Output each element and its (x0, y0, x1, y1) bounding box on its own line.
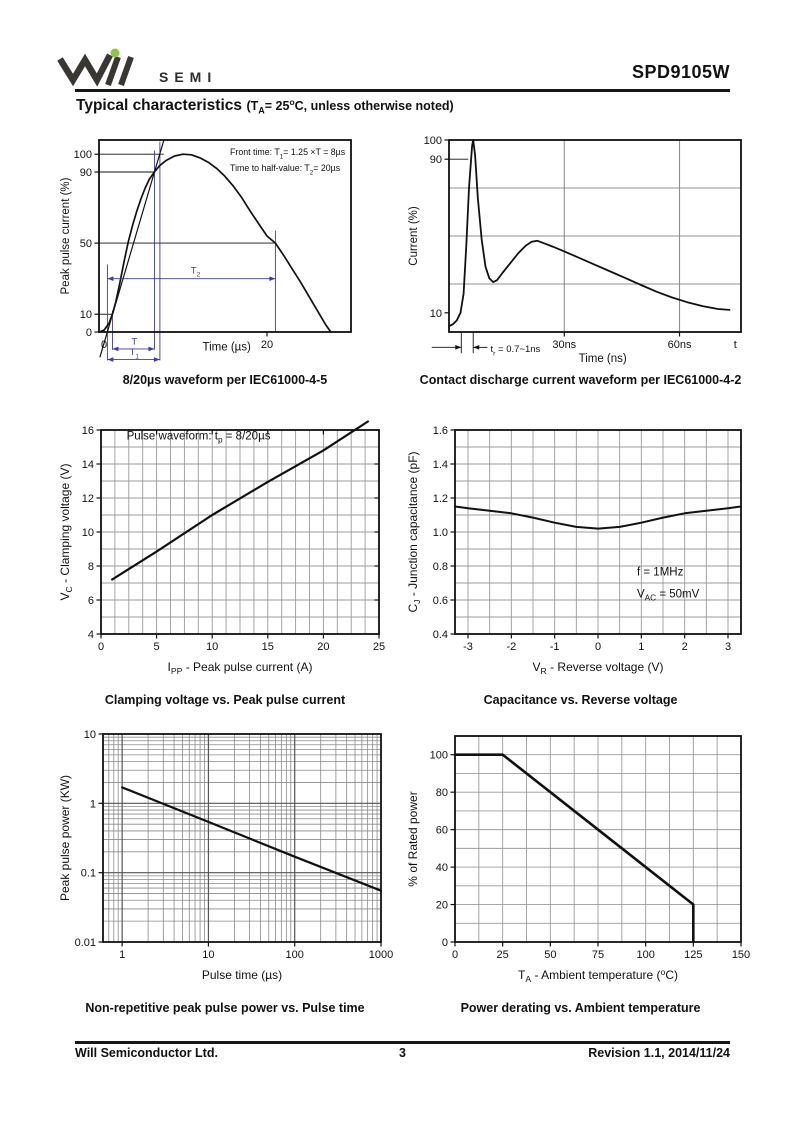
svg-text:100: 100 (636, 949, 655, 961)
svg-text:TA - Ambient temperature (oC): $T_A$ - Ambient temperature ($^o$C) (518, 967, 678, 985)
chart-caption: Non-repetitive peak pulse power vs. Pulse time (85, 1001, 365, 1015)
brand-name: SEMI (159, 69, 218, 85)
chart-caption: Clamping voltage vs. Peak pulse current (104, 693, 346, 707)
brand-logo (57, 46, 217, 88)
svg-text:1: 1 (119, 949, 126, 961)
svg-text:1.4: 1.4 (432, 459, 448, 471)
svg-text:25: 25 (496, 949, 509, 961)
svg-text:16: 16 (81, 425, 94, 437)
title-conditions: ($T_A= 25^oC$, unless otherwise noted) (246, 97, 454, 116)
svg-text:CJ - Junction capacitance (pF): $C_J$ - Junction capacitance (pF) (406, 451, 423, 613)
svg-text:12: 12 (81, 493, 94, 505)
figure-surge-waveform (55, 130, 395, 387)
svg-text:Front time: T1= 1.25 ×T = 8µs: Front time: $T_1= 1.25 \times T = 8\mu s$ (230, 147, 346, 161)
title-main: Typical characteristics (76, 97, 242, 115)
svg-text:50: 50 (544, 949, 557, 961)
svg-text:20: 20 (317, 641, 330, 653)
svg-text:10: 10 (429, 307, 442, 320)
svg-text:10: 10 (83, 729, 96, 741)
svg-text:100: 100 (73, 149, 92, 162)
svg-text:0.8: 0.8 (432, 561, 448, 573)
svg-text:1: 1 (89, 798, 96, 811)
svg-text:5: 5 (153, 641, 160, 653)
svg-text:tr = 0.7~1ns: $t_r$ = 0.7~1ns (490, 344, 541, 358)
svg-text:VAC = 50mV: $V_{AC} = 50mV$ (637, 588, 700, 603)
svg-text:VR - Reverse voltage (V): $V_R$ - Reverse voltage (V) (532, 660, 664, 677)
svg-text:f = 1MHz: f = 1MHz (637, 566, 684, 579)
svg-text:25: 25 (372, 641, 386, 653)
svg-text:0: 0 (451, 949, 459, 961)
footer-revision: Revision 1.1, 2014/11/24 (588, 1046, 730, 1060)
clamping-voltage-chart (55, 418, 395, 690)
svg-text:10: 10 (81, 527, 94, 539)
svg-text:20: 20 (260, 339, 274, 351)
header-rule (75, 89, 730, 92)
esd-waveform-chart (403, 130, 758, 370)
page-title (76, 97, 454, 116)
svg-text:40: 40 (435, 862, 448, 875)
svg-text:t: t (733, 339, 737, 351)
svg-text:90: 90 (429, 154, 442, 167)
svg-text:60ns: 60ns (667, 339, 692, 351)
svg-text:0: 0 (441, 937, 448, 949)
chart-caption: Contact discharge current waveform per IEC61000-4-2 (419, 373, 742, 387)
power-derating-chart (403, 722, 758, 998)
capacitance-chart (403, 418, 758, 690)
svg-text:8: 8 (87, 561, 94, 573)
svg-text:1.6: 1.6 (432, 425, 448, 437)
svg-text:-2: -2 (506, 641, 517, 653)
svg-text:Time (ns): Time (ns) (578, 352, 627, 365)
svg-text:30ns: 30ns (552, 339, 577, 351)
svg-text:Time (µs): Time (µs) (202, 341, 251, 354)
svg-text:10: 10 (202, 949, 215, 961)
surge-waveform-chart (55, 130, 395, 370)
svg-text:60: 60 (435, 824, 448, 837)
svg-text:100: 100 (429, 749, 448, 762)
page-number: 3 (399, 1046, 406, 1060)
svg-text:75: 75 (591, 949, 605, 961)
svg-text:T1: $T_1$ (129, 347, 140, 361)
svg-text:Pulse time (µs): Pulse time (µs) (201, 968, 283, 982)
figure-pulse-power (55, 722, 395, 1015)
svg-text:0.4: 0.4 (432, 629, 448, 641)
svg-text:0.01: 0.01 (74, 937, 96, 949)
svg-text:1000: 1000 (368, 949, 394, 961)
brand-logo-mark (57, 46, 145, 88)
svg-text:0.6: 0.6 (432, 595, 448, 607)
svg-text:Current (%): Current (%) (408, 206, 420, 266)
chart-caption: 8/20µs waveform per IEC61000-4-5 (122, 373, 328, 387)
footer-company: Will Semiconductor Ltd. (75, 1046, 218, 1060)
chart-caption: Capacitance vs. Reverse voltage (483, 693, 678, 707)
svg-text:Peak pulse power (KW): Peak pulse power (KW) (58, 774, 72, 902)
svg-text:90: 90 (79, 167, 92, 179)
svg-text:Peak pulse current (%): Peak pulse current (%) (60, 177, 72, 295)
svg-text:% of Rated power: % of Rated power (406, 791, 420, 887)
footer (75, 1046, 730, 1060)
svg-text:0: 0 (85, 327, 92, 339)
svg-text:20: 20 (435, 899, 448, 912)
svg-text:-3: -3 (463, 641, 473, 653)
svg-text:1.2: 1.2 (432, 493, 448, 505)
svg-text:10: 10 (206, 641, 219, 653)
pulse-power-chart (55, 722, 395, 998)
svg-text:1: 1 (638, 641, 645, 653)
svg-text:-1: -1 (549, 641, 560, 653)
svg-text:150: 150 (731, 949, 751, 961)
svg-text:VC - Clamping voltage (V): $V_C$ - Clamping voltage (V) (58, 463, 75, 601)
svg-text:14: 14 (81, 459, 94, 471)
svg-text:IPP - Peak pulse current (A): $I_{PP}$ - Peak pulse current (A) (167, 660, 313, 677)
svg-text:100: 100 (423, 135, 442, 147)
footer-rule (75, 1041, 730, 1044)
svg-text:0: 0 (100, 339, 108, 351)
svg-text:0: 0 (97, 641, 105, 653)
svg-text:0.1: 0.1 (80, 867, 96, 880)
svg-text:T2: $T_2$ (190, 265, 201, 279)
svg-text:Time to half-value: T2= 20µs: Time to half-value: $T_2= 20\mu s$ (230, 163, 341, 177)
svg-text:15: 15 (261, 641, 274, 653)
figure-power-derating (403, 722, 758, 1015)
figure-capacitance (403, 418, 758, 707)
svg-text:2: 2 (681, 641, 688, 653)
svg-text:1.0: 1.0 (432, 527, 448, 539)
svg-text:4: 4 (87, 629, 94, 641)
svg-text:Pulse waveform: tp = 8/20µs: Pulse waveform: $t_p = 8/20\mu s$ (126, 430, 271, 445)
svg-text:80: 80 (435, 787, 448, 800)
chart-caption: Power derating vs. Ambient temperature (460, 1001, 701, 1015)
figure-clamping-voltage (55, 418, 395, 707)
svg-text:125: 125 (684, 949, 703, 961)
logo-green-dot (111, 49, 120, 58)
svg-text:100: 100 (285, 949, 304, 961)
svg-text:T: T (131, 336, 138, 348)
svg-text:3: 3 (724, 641, 732, 653)
svg-text:6: 6 (87, 595, 94, 607)
svg-text:0: 0 (594, 641, 602, 653)
svg-text:10: 10 (79, 309, 92, 322)
part-number: SPD9105W (631, 62, 730, 82)
svg-text:50: 50 (79, 238, 92, 251)
figure-esd-waveform (403, 130, 758, 387)
